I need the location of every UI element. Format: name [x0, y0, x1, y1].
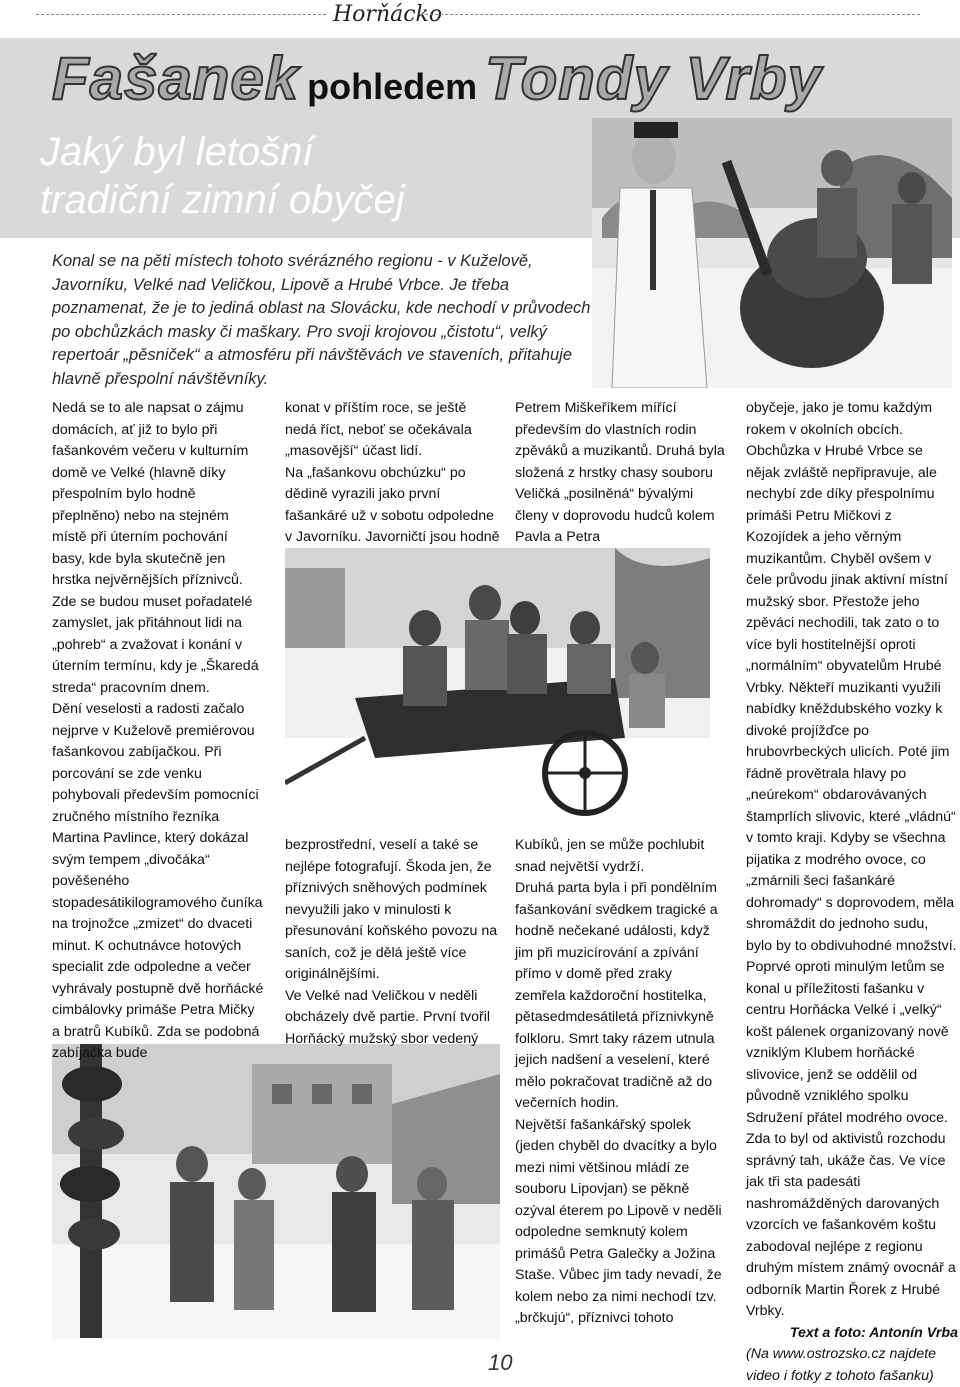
photo-horse-cart — [285, 548, 710, 828]
subheadline-line-1: Jaký byl letošní — [40, 130, 314, 174]
header-rule-left — [36, 14, 326, 15]
column-4 — [746, 398, 958, 1387]
column-2-top — [285, 398, 500, 549]
column-2-bottom — [285, 835, 500, 1050]
column-2-paragraph: konat v příštím roce, se ještě nedá říct, neboť se očekávala „masovější“ účast lidí. — [285, 400, 472, 459]
header-rule-right — [420, 14, 920, 15]
column-3-paragraph: Kubíků, jen se může pochlubit snad největší vydrží. — [515, 837, 705, 875]
headline-part-2: pohledem — [307, 66, 478, 107]
column-1-paragraph: Dění veselosti a radosti začalo nejprve v Kuželově premiérovou fašankovou zabíjačkou. Při porcování se zde venku pohybovali především pomocníci zručného místního řezníka Martina Pavlince, který dokázal svým tempem „divočáka“ pověšeného stopadesátikilogramového čuníka na trojnožce „zmizet“ do dvaceti minut. K ochutnávce hotových specialit zde odpoledne a večer vyhrávaly postupně dvě horňácké cimbálovky primáše Petra Mičky a bratrů Kubíků. Zda se podobná zabíjačka bude — [52, 701, 264, 1061]
column-3-top — [515, 398, 725, 549]
column-4-paragraph: obyčeje, jako je tomu každým rokem v okolních obcích. — [746, 400, 933, 438]
page-number: 10 — [488, 1350, 513, 1375]
headline-part-1: Fašanek — [52, 45, 300, 112]
column-3-paragraph: Druhá parta byla i při pondělním fašankování svědkem tragické a hodně nečekané události, když jim při muzicírování a zpívání přímo v domě před zraky zemřela každoroční hostitelka, pětasedmdesátiletá příznivkyně folkloru. Smrt taky rázem utnula jejich nadšení a veselení, které mělo pokračovat tradičně až do večerních hodin. — [515, 880, 718, 1111]
subheadline — [40, 128, 600, 224]
column-2-paragraph: Ve Velké nad Veličkou v neděli obcházely dvě partie. První tvořil Horňácký mužský sbor vedený — [285, 987, 491, 1047]
intro-paragraph: Konal se na pěti místech tohoto svérázného regionu - v Kuželově, Javorníku, Velké nad Veličkou, Lipově a Hrubé Vrbce. Je třeba poznamenat, že je to jediná oblast na Slovácku, kde nechodí v průvodech po obchůzkách masky či maškary. Pro svoji krojovou „čistotu“, velký repertoár „pěsniček“ a atmosféru při návštěvách ve staveních, přitahuje hlavně přespolní návštěvníky. — [52, 252, 591, 388]
credit-note: (Na www.ostrozsko.cz najdete video i fotky z tohoto fašanku) — [746, 1346, 937, 1384]
column-1-paragraph: Zde se budou muset pořadatelé zamyslet, jak přitáhnout lidi na „pohreb“ a zvažovat i konání v úterním termínu, kdy je „Škaredá streda“ pracovním dnem. — [52, 593, 259, 696]
author-credit: Text a foto: Antonín Vrba — [789, 1324, 958, 1341]
column-3-bottom — [515, 835, 725, 1330]
photo-musicians-bass — [592, 118, 952, 388]
column-3-paragraph: Petrem Miškeříkem mířící především do vlastních rodin zpěváků a muzikantů. Druhá byla složená z hrstky chasy souboru Veličká „posilněná“ bývalými členy v doprovodu hudců kolem Pavla a Petra — [515, 400, 725, 545]
subheadline-line-2: tradiční zimní obyčej — [40, 178, 405, 222]
column-4-paragraph: Obchůzka v Hrubé Vrbce se nějak zvláště nepřipravuje, ale nechybí zde díky přespolnímu primáši Petru Mičkovi z Kozojídek a jeho věrným muzikantům. Chyběl ovšem v čele průvodu jinak aktivní místní mužský sbor. Přestože jeho zpěváci nechodili, tak zato o to více byli hostitelnější oproti „normálním“ obyvatelům Hrubé Vrbky. Někteří muzikanti využili nabídky kněždubského vozky k divoké projížďce po hrubovrbeckých ulicích. Poté jim řádně provětrala hlavy po „neúrekom“ obdarovávaných štamprlích slivovic, které „vládnú“ v tomto kraji. Kdyby se všechna pijatika z modrého ovoce, co „zmárnili šeci fašankáré dohromady“ s doprovodem, měla shromáždit do jednoho sudu, bylo by to obdivuhodné množství. — [746, 443, 957, 954]
section-label: Horňácko — [333, 2, 443, 27]
column-2-paragraph: bezprostřední, veselí a také se nejlépe fotografují. Škoda jen, že příznivých sněhových podmínek nevyužili jako v minulosti k přesunování koňského povozu na saních, což je dělá ještě více originálnějšími. — [285, 837, 498, 982]
photo-street-scene — [52, 1044, 500, 1338]
column-4-paragraph: Poprvé oproti minulým letům se konal u příležitosti fašanku v centru Horňácka Velké i „velký“ košt pálenek organizovaný nově vzniklým Klubem horňácké slivovice, jenž se oddělil od původně vzniklého spolku Sdružení přátel modrého ovoce. Zda to byl od aktivistů rozchodu správný tah, ukáže čas. Ve více jak tři sta padesáti nashromážděných darovaných vzorcích ve fašankovém koštu zabodoval nejlépe z regionu druhým místem známý ovocnář a odborník Martin Řorek z Hrubé Vrbky. — [746, 959, 956, 1319]
headline — [52, 44, 952, 114]
column-1 — [52, 398, 264, 1065]
column-2-paragraph: Na „fašankovu obchúzku“ po dědině vyrazili jako první fašankáré už v sobotu odpoledne v Javorníku. Javorničtí jsou hodně — [285, 464, 500, 545]
headline-part-3: Tondy Vrby — [485, 45, 822, 112]
column-1-paragraph: Nedá se to ale napsat o zájmu domácích, ať již to bylo při fašankovém večeru v kulturním domě ve Velké (hlavně díky přespolním bylo hodně přeplněno) nebo na stejném místě při úterním pochování basy, kde byla skutečně jen hrstka nejvěrnějších příznivců. — [52, 400, 249, 588]
column-3-paragraph: Největší fašankářský spolek (jeden chyběl do dvacítky a bylo mezi nimi většinou mládí ze souboru Lipovjan) se pěkně ozýval éterem po Lipově v neděli odpoledne semknutý kolem primášů Petra Galečky a Jožina Staše. Vůbec jim tady nevadí, že kolem nebo za nimi nechodí tzv.„brčkujú“, příznivci tohoto — [515, 1116, 722, 1326]
